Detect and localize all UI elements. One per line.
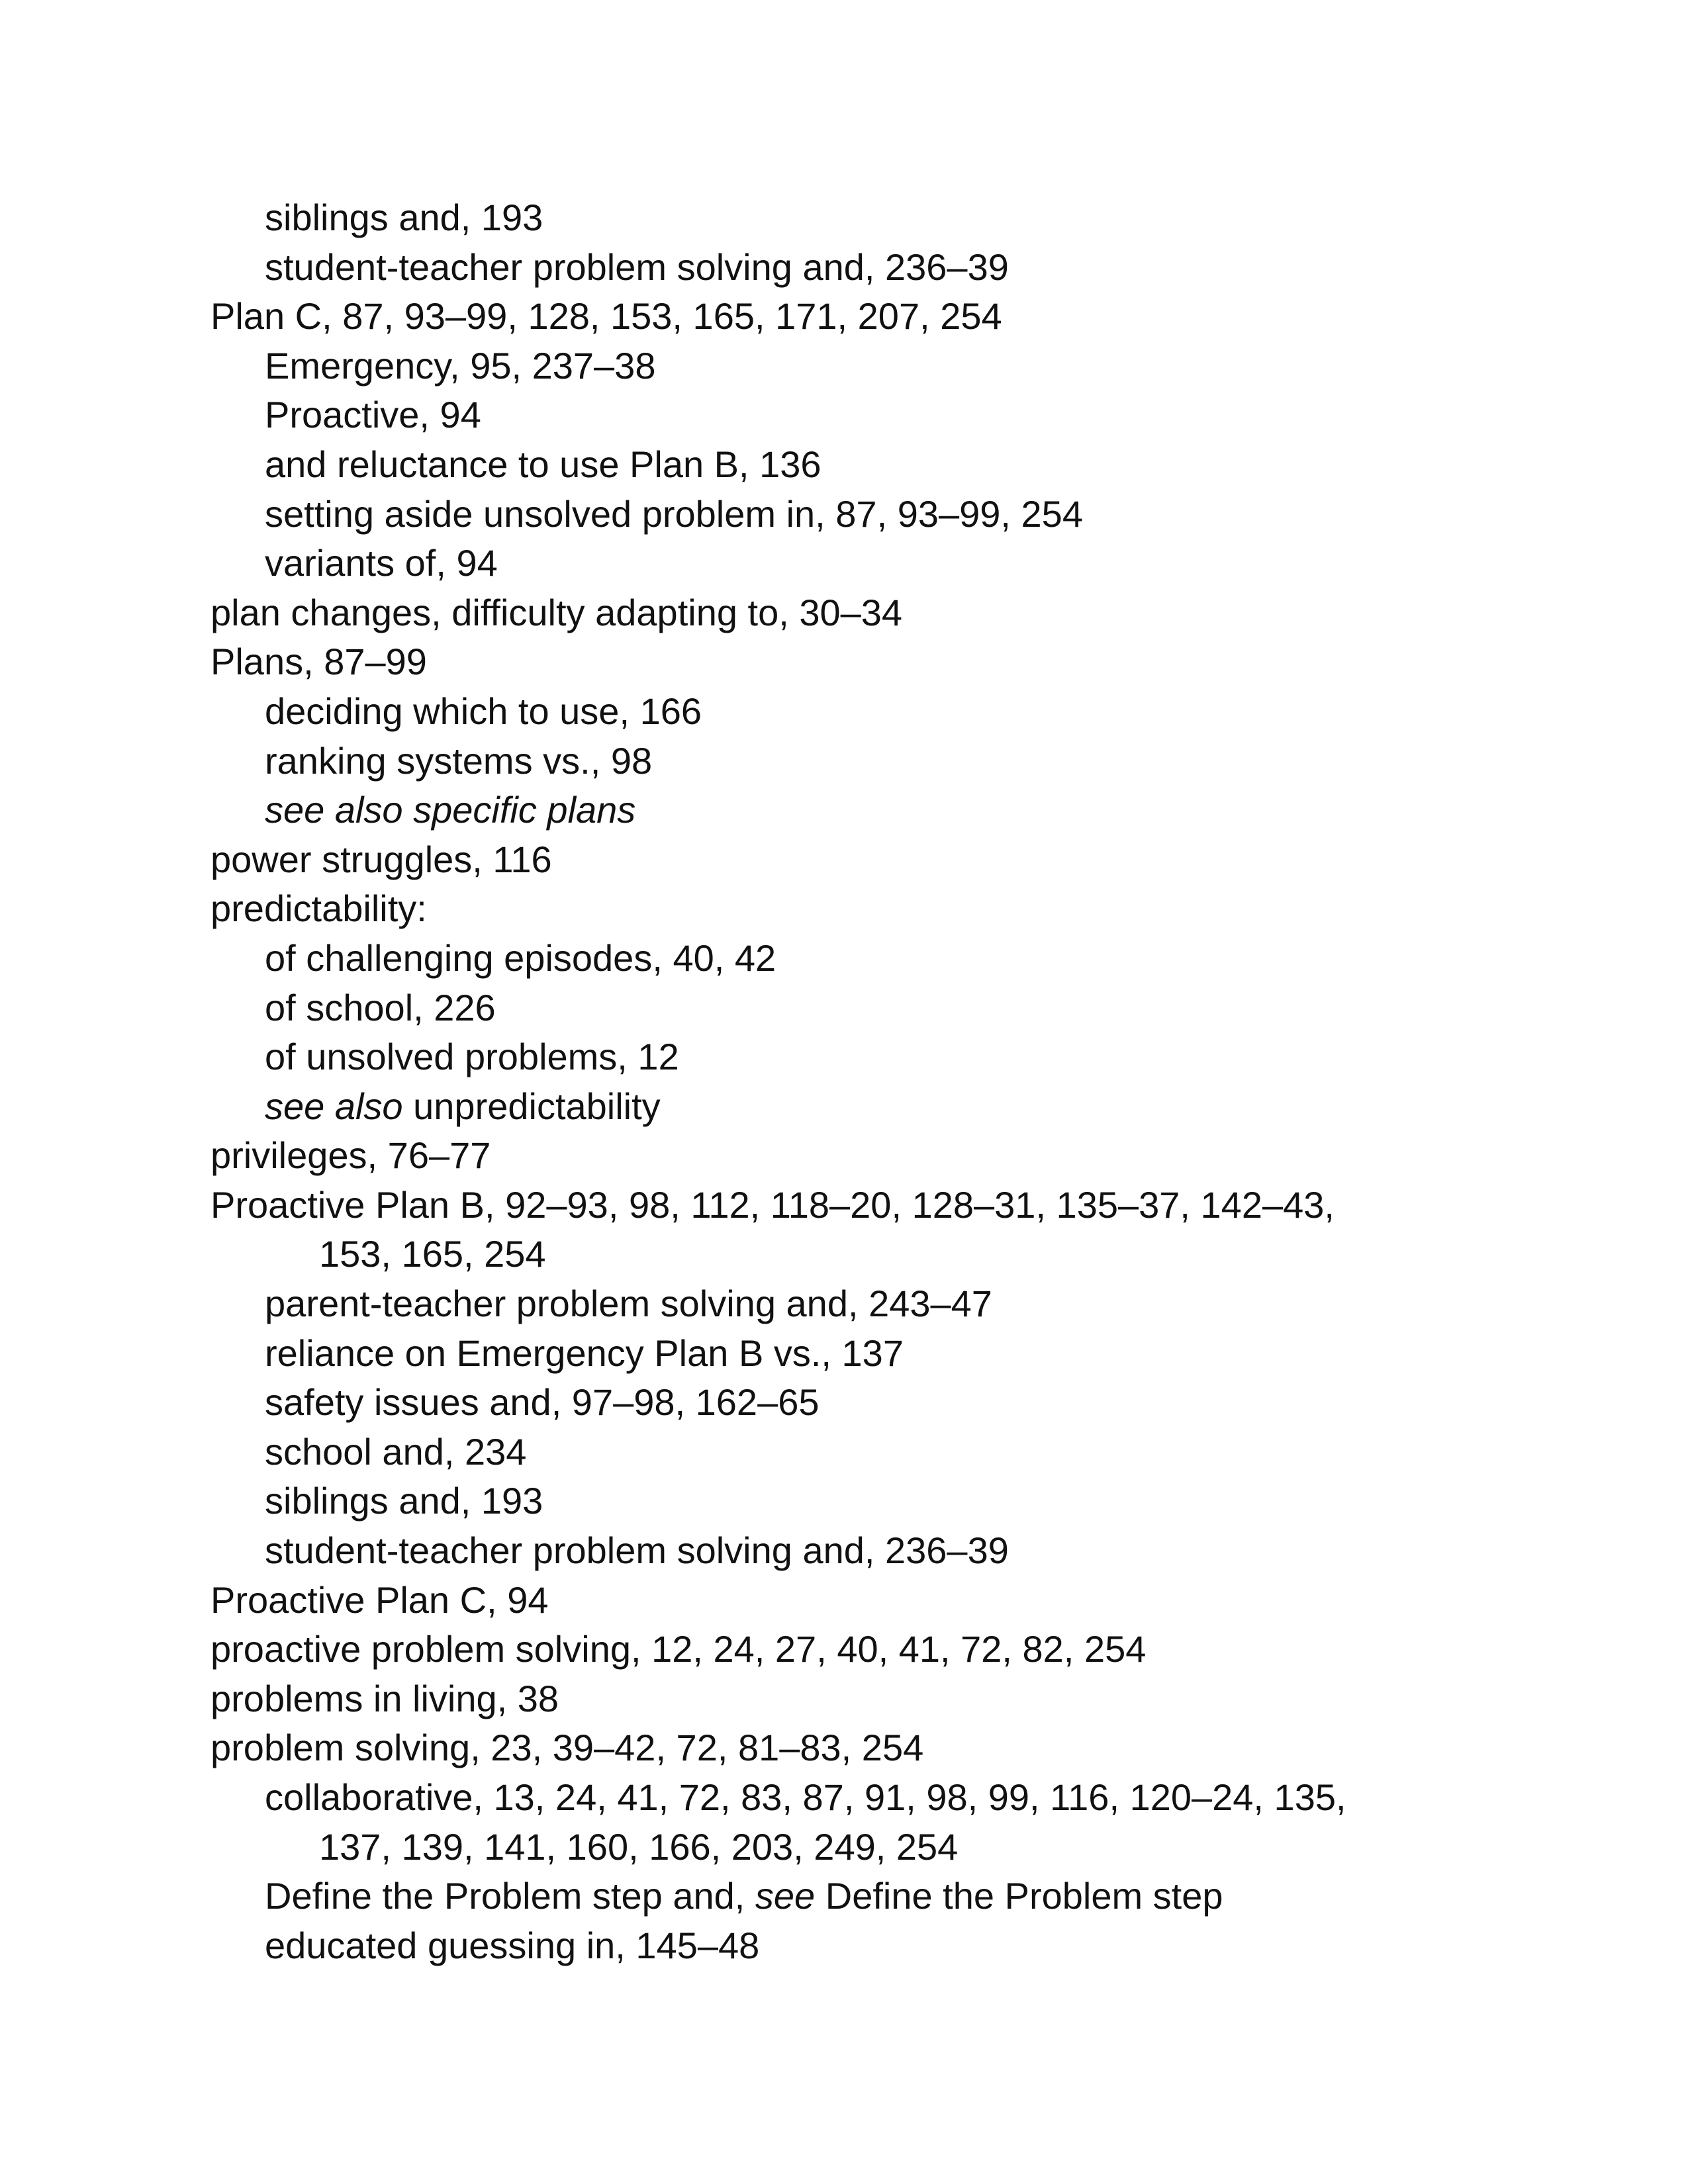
index-subentry bbox=[211, 786, 1534, 835]
index-subentry bbox=[211, 1872, 1534, 1921]
index-subentry bbox=[211, 341, 1534, 391]
entry-text: Define the Problem step bbox=[815, 1875, 1223, 1917]
index-subentry bbox=[211, 1378, 1534, 1428]
entry-text: privileges, 76–77 bbox=[211, 1134, 491, 1177]
entry-text: student-teacher problem solving and, 236–39 bbox=[265, 246, 1009, 288]
index-entry bbox=[211, 1723, 1534, 1773]
entry-text: plan changes, difficulty adapting to, 30–34 bbox=[211, 591, 903, 633]
index-page bbox=[211, 193, 1534, 1970]
index-subentry bbox=[211, 1428, 1534, 1477]
entry-text: deciding which to use, 166 bbox=[265, 690, 702, 732]
entry-text: proactive problem solving, 12, 24, 27, 40, 41, 72, 82, 254 bbox=[211, 1628, 1147, 1670]
entry-text: of unsolved problems, 12 bbox=[265, 1036, 679, 1078]
entry-text: unpredictability bbox=[402, 1085, 661, 1127]
index-entry bbox=[211, 588, 1534, 638]
index-subentry bbox=[211, 1477, 1534, 1526]
index-subentry bbox=[211, 390, 1534, 440]
index-subentry bbox=[211, 539, 1534, 588]
index-entry bbox=[211, 1576, 1534, 1625]
entry-text: Emergency, 95, 237–38 bbox=[265, 344, 656, 387]
index-entry bbox=[211, 637, 1534, 687]
entry-text: student-teacher problem solving and, 236–39 bbox=[265, 1529, 1009, 1572]
index-subentry bbox=[211, 687, 1534, 737]
index-entry bbox=[211, 1181, 1534, 1230]
index-subentry bbox=[211, 1329, 1534, 1379]
index-subentry bbox=[211, 737, 1534, 786]
cross-reference-text: see bbox=[755, 1875, 816, 1917]
index-entry bbox=[211, 884, 1534, 934]
entry-text: reliance on Emergency Plan B vs., 137 bbox=[265, 1332, 904, 1374]
entry-text: ranking systems vs., 98 bbox=[265, 739, 653, 782]
index-subentry bbox=[211, 1082, 1534, 1132]
entry-text: siblings and, 193 bbox=[265, 197, 543, 238]
entry-text: predictability: bbox=[211, 887, 427, 930]
entry-text: Proactive Plan C, 94 bbox=[211, 1578, 549, 1621]
entry-text: educated guessing in, 145–48 bbox=[265, 1924, 760, 1966]
index-entry bbox=[211, 1674, 1534, 1724]
entry-text: variants of, 94 bbox=[265, 542, 498, 584]
entry-text: Proactive, 94 bbox=[265, 394, 481, 436]
index-entry bbox=[211, 1625, 1534, 1674]
index-subentry bbox=[211, 490, 1534, 539]
index-entry bbox=[211, 1131, 1534, 1181]
entry-text: problems in living, 38 bbox=[211, 1677, 559, 1719]
entry-text: setting aside unsolved problem in, 87, 93–99, 254 bbox=[265, 492, 1083, 535]
entry-text: power struggles, 116 bbox=[211, 838, 552, 880]
entry-text: school and, 234 bbox=[265, 1430, 527, 1473]
index-subentry bbox=[211, 983, 1534, 1033]
entry-text: and reluctance to use Plan B, 136 bbox=[265, 443, 821, 485]
entry-text: collaborative, 13, 24, 41, 72, 83, 87, 91, 98, 99, 116, 120–24, 135, bbox=[265, 1776, 1346, 1818]
index-entry-list bbox=[211, 193, 1534, 1970]
entry-text: Plan C, 87, 93–99, 128, 153, 165, 171, 207, 254 bbox=[211, 295, 1002, 338]
cross-reference-text: see also bbox=[265, 1085, 403, 1127]
index-subentry bbox=[211, 1823, 1534, 1872]
index-subentry bbox=[211, 1230, 1534, 1279]
index-subentry bbox=[211, 934, 1534, 983]
entry-text: parent-teacher problem solving and, 243–47 bbox=[265, 1283, 992, 1325]
entry-text: 137, 139, 141, 160, 166, 203, 249, 254 bbox=[319, 1825, 959, 1868]
entry-text: Proactive Plan B, 92–93, 98, 112, 118–20, 128–31, 135–37, 142–43, bbox=[211, 1183, 1335, 1226]
cross-reference-text: see also specific plans bbox=[265, 789, 636, 831]
entry-text: siblings and, 193 bbox=[265, 1480, 543, 1522]
index-subentry bbox=[211, 1032, 1534, 1082]
entry-text: 153, 165, 254 bbox=[319, 1233, 546, 1275]
index-subentry bbox=[211, 1921, 1534, 1971]
entry-text: of school, 226 bbox=[265, 986, 496, 1028]
index-subentry bbox=[211, 1279, 1534, 1329]
index-subentry bbox=[211, 1526, 1534, 1576]
entry-text: safety issues and, 97–98, 162–65 bbox=[265, 1381, 820, 1424]
index-subentry bbox=[211, 243, 1534, 293]
entry-text: problem solving, 23, 39–42, 72, 81–83, 254 bbox=[211, 1727, 924, 1769]
index-entry bbox=[211, 292, 1534, 341]
index-subentry bbox=[211, 440, 1534, 490]
entry-text: Define the Problem step and, bbox=[265, 1875, 755, 1917]
entry-text: of challenging episodes, 40, 42 bbox=[265, 936, 776, 979]
index-subentry bbox=[211, 193, 1534, 243]
index-entry bbox=[211, 835, 1534, 885]
index-subentry bbox=[211, 1773, 1534, 1823]
entry-text: Plans, 87–99 bbox=[211, 641, 427, 683]
